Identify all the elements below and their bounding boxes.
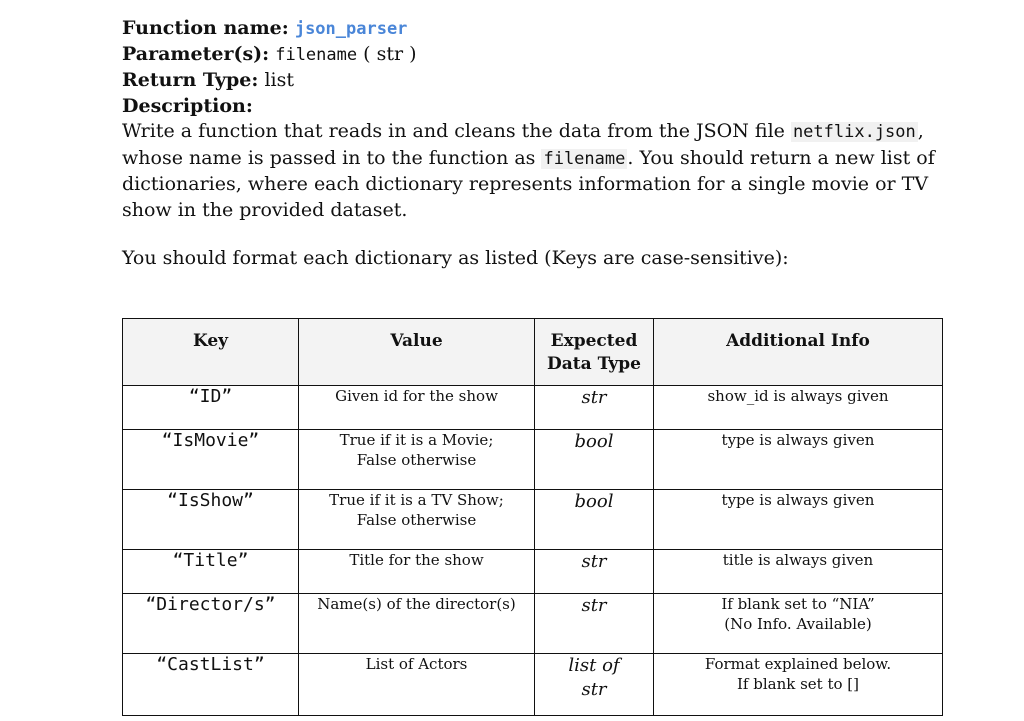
- description-heading-line: [122, 93, 942, 119]
- description-text: [122, 119, 942, 224]
- table-row: [123, 430, 943, 490]
- parameter-name-code: filename: [543, 148, 626, 169]
- row-value: [299, 550, 535, 594]
- row-info: [654, 386, 943, 430]
- row-value: [299, 490, 535, 550]
- row-value-line: Name(s) of the director(s): [317, 595, 516, 613]
- row-value-line: Given id for the show: [335, 387, 498, 405]
- description-label: Description:: [122, 95, 253, 117]
- function-name-value: json_parser: [294, 19, 408, 39]
- function-name-line: [122, 15, 942, 41]
- row-type: [535, 654, 654, 716]
- parameters-label: Parameter(s):: [122, 43, 270, 65]
- header-key: Key: [123, 319, 299, 386]
- function-spec: [122, 15, 942, 119]
- row-value-line: List of Actors: [365, 655, 468, 673]
- table-row: [123, 386, 943, 430]
- row-info-line: type is always given: [721, 431, 875, 449]
- row-type-line: bool: [574, 491, 614, 512]
- row-info-line: If blank set to []: [736, 675, 859, 693]
- header-value: Value: [299, 319, 535, 386]
- parameters-line: [122, 41, 942, 67]
- row-value-line: False otherwise: [356, 451, 477, 469]
- row-key: “Director/s”: [123, 594, 299, 654]
- row-value: [299, 654, 535, 716]
- description-part-2: , whose name is passed in to the function as: [122, 120, 924, 169]
- header-expected-data-type: Expected Data Type: [535, 319, 654, 386]
- return-type-value: list: [264, 69, 294, 91]
- row-info: [654, 490, 943, 550]
- row-type: [535, 550, 654, 594]
- row-key: “IsMovie”: [123, 430, 299, 490]
- row-value-line: True if it is a Movie;: [339, 431, 494, 449]
- row-type-line: bool: [574, 431, 614, 452]
- row-info: [654, 430, 943, 490]
- row-info: [654, 594, 943, 654]
- return-type-label: Return Type:: [122, 69, 259, 91]
- row-value-line: Title for the show: [349, 551, 484, 569]
- row-key: “ID”: [123, 386, 299, 430]
- description-part-1: Write a function that reads in and cleans the data from the JSON file: [122, 120, 791, 142]
- row-info-line: If blank set to “NIA”: [721, 595, 875, 613]
- row-type: [535, 386, 654, 430]
- row-type: [535, 430, 654, 490]
- row-type-line: list of: [568, 655, 620, 676]
- row-type: [535, 594, 654, 654]
- dictionary-format-table: [122, 318, 943, 716]
- row-info-line: title is always given: [722, 551, 874, 569]
- row-key: “CastList”: [123, 654, 299, 716]
- table-row: [123, 654, 943, 716]
- row-type-line: str: [581, 679, 607, 700]
- table-row: [123, 550, 943, 594]
- row-value: [299, 594, 535, 654]
- parameter-name: filename: [275, 45, 358, 65]
- parameter-type: str: [376, 43, 404, 65]
- function-name-label: Function name:: [122, 17, 289, 39]
- file-name-code: netflix.json: [792, 122, 916, 142]
- return-type-line: [122, 67, 942, 93]
- description-part-3: . You should return a new list of dictionaries, where each dictionary represents information for a single movie or TV show in the provided dataset.: [122, 146, 935, 222]
- row-value-line: True if it is a TV Show;: [329, 491, 504, 509]
- table-row: [123, 594, 943, 654]
- row-value: [299, 386, 535, 430]
- row-info-line: (No Info. Available): [724, 615, 872, 633]
- row-info-line: Format explained below.: [704, 655, 892, 673]
- row-key: “IsShow”: [123, 490, 299, 550]
- row-info-line: show_id is always given: [707, 387, 889, 405]
- row-key: “Title”: [123, 550, 299, 594]
- row-info-line: type is always given: [721, 491, 875, 509]
- format-instruction: You should format each dictionary as listed (Keys are case-sensitive):: [122, 247, 789, 269]
- header-additional-info: Additional Info: [654, 319, 943, 386]
- row-info: [654, 654, 943, 716]
- row-value: [299, 430, 535, 490]
- parameter-close-paren: ): [403, 43, 417, 65]
- row-type-line: str: [581, 595, 607, 616]
- row-type: [535, 490, 654, 550]
- table-row: [123, 490, 943, 550]
- table-header-row: [123, 319, 943, 386]
- parameter-open-paren: (: [357, 43, 377, 65]
- row-type-line: str: [581, 551, 607, 572]
- row-value-line: False otherwise: [356, 511, 477, 529]
- row-type-line: str: [581, 387, 607, 408]
- row-info: [654, 550, 943, 594]
